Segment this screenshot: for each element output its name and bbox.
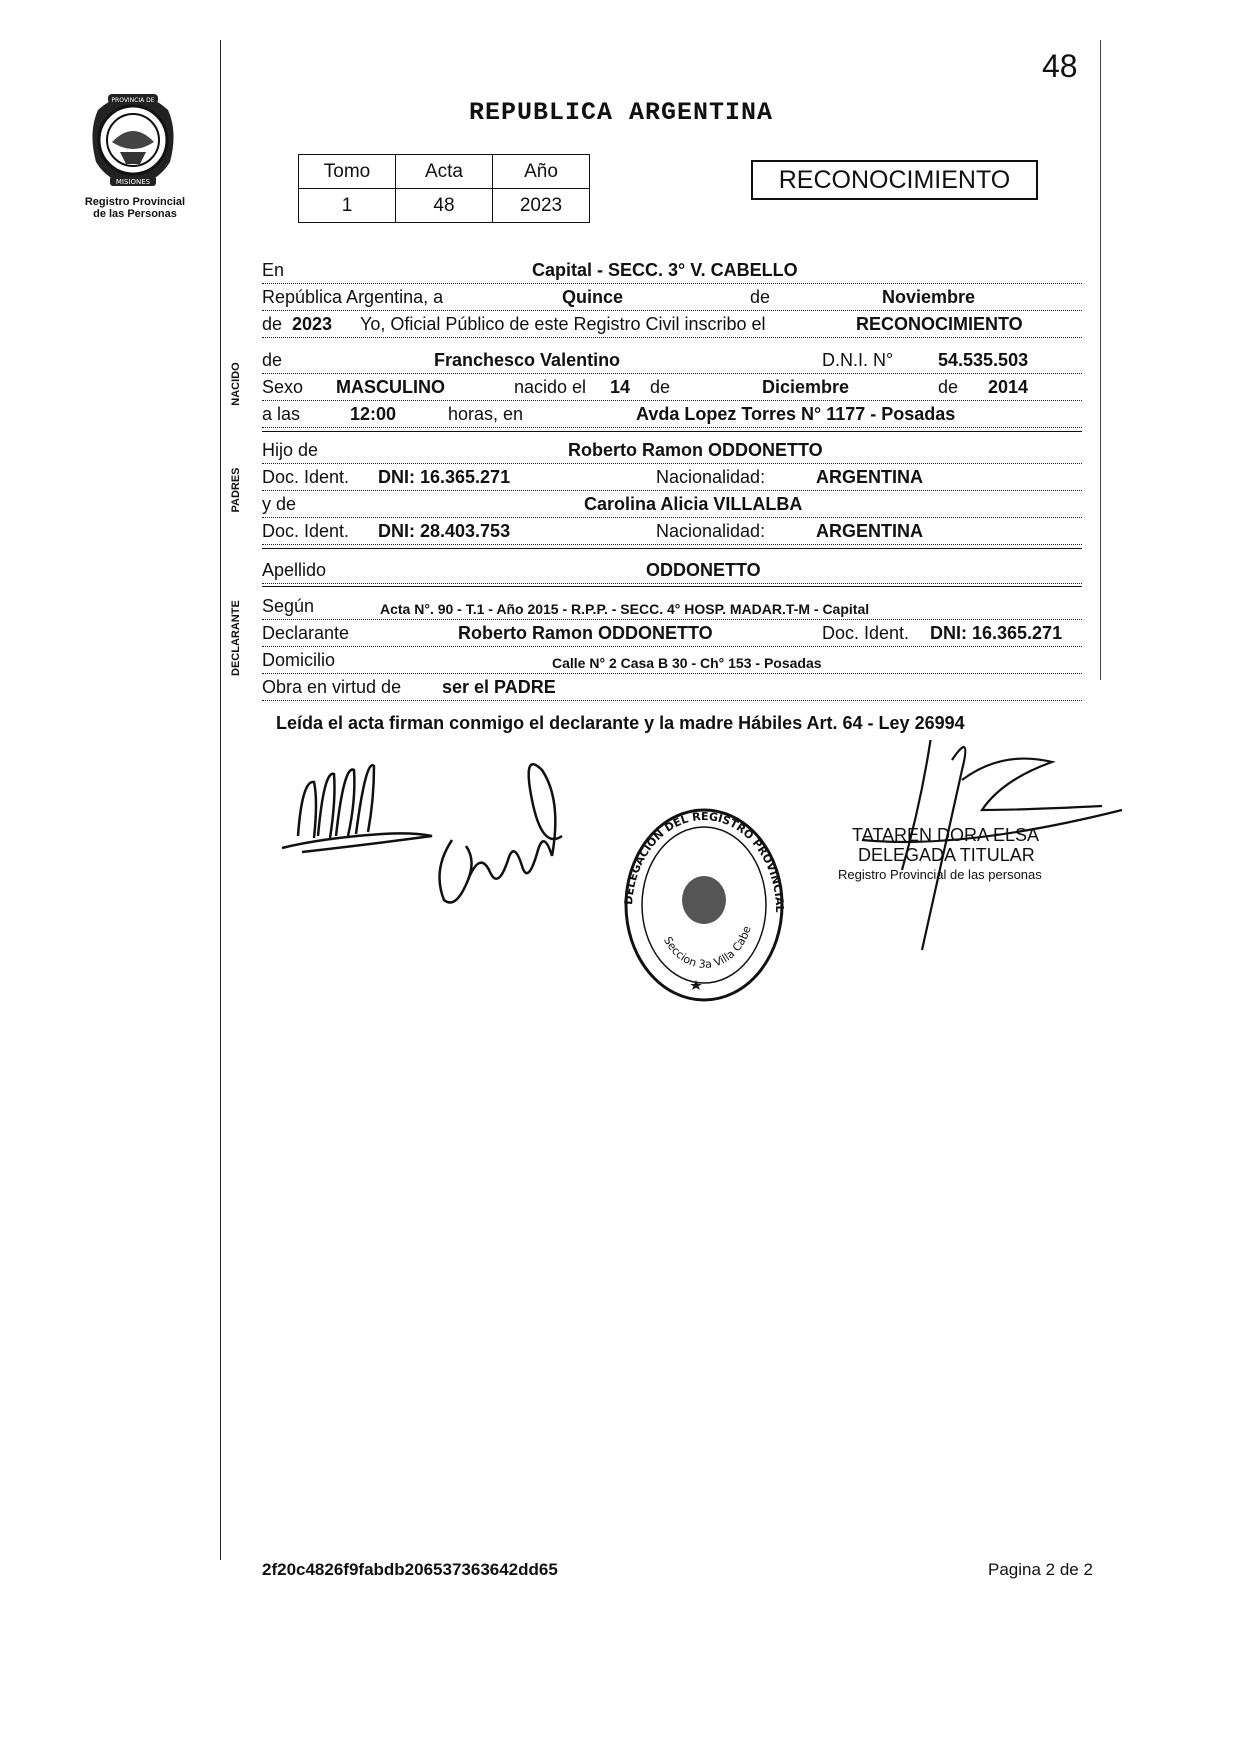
read-statement: Leída el acta firman conmigo el declarante y la madre Hábiles Art. 64 - Ley 26994 <box>276 713 965 733</box>
value-nombre: Franchesco Valentino <box>434 350 621 370</box>
section-declarante: DECLARANTE <box>230 600 242 676</box>
declarant-signature <box>282 765 432 852</box>
row-en <box>262 256 1082 284</box>
section-nacido: NACIDO <box>230 362 242 406</box>
page-number: 48 <box>1042 48 1078 84</box>
row-sexo <box>262 373 1082 401</box>
act-type-box: RECONOCIMIENTO <box>751 160 1038 200</box>
record-value-acta: 48 <box>396 189 493 223</box>
label-domicilio: Domicilio <box>262 650 336 670</box>
right-margin-rule <box>1100 40 1101 680</box>
logo-caption-line2: de las Personas <box>93 208 177 220</box>
section-padres: PADRES <box>230 467 242 513</box>
label-padre-doc: Doc. Ident. <box>262 467 350 487</box>
label-republica: República Argentina, a <box>262 287 444 307</box>
value-madre-nac: ARGENTINA <box>816 521 923 541</box>
officer-office: Registro Provincial de las personas <box>838 867 1042 882</box>
left-margin-rule <box>220 40 221 1560</box>
officer-name: TATAREN DORA ELSA <box>852 825 1040 845</box>
value-en: Capital - SECC. 3° V. CABELLO <box>532 260 798 280</box>
label-de-year: de <box>262 314 283 334</box>
label-sexo: Sexo <box>262 377 304 397</box>
value-month: Noviembre <box>882 287 976 307</box>
label-padre-nac: Nacionalidad: <box>656 467 766 487</box>
row-apellido <box>262 556 1082 584</box>
value-dni: 54.535.503 <box>938 350 1029 370</box>
section-divider <box>262 548 1082 549</box>
value-segun: Acta N°. 90 - T.1 - Año 2015 - R.P.P. - SECC. 4° HOSP. MADAR.T-M - Capital <box>380 601 870 617</box>
row-hijo-de <box>262 436 1082 464</box>
value-madre-doc: DNI: 28.403.753 <box>378 521 511 541</box>
label-en: En <box>262 260 285 280</box>
row-nombre <box>262 346 1082 374</box>
label-segun: Según <box>262 596 315 616</box>
oficial-text: Yo, Oficial Público de este Registro Civil inscribo el <box>360 314 766 334</box>
row-inscribe <box>262 310 1082 338</box>
page-indicator: Pagina 2 de 2 <box>988 1560 1093 1579</box>
value-birth-day: 14 <box>610 377 631 397</box>
record-header-acta: Acta <box>396 155 493 189</box>
label-nacido-el: nacido el <box>514 377 587 397</box>
value-sexo: MASCULINO <box>336 377 445 397</box>
row-hora <box>262 400 1082 428</box>
value-madre: Carolina Alicia VILLALBA <box>584 494 803 514</box>
record-header-tomo: Tomo <box>299 155 396 189</box>
row-obra <box>262 673 1082 701</box>
row-padre-doc <box>262 463 1082 491</box>
value-declarante: Roberto Ramon ODDONETTO <box>458 623 713 643</box>
stamp-outer-text: DELEGACION DEL REGISTRO PROVINCIAL <box>622 809 787 913</box>
value-obra: ser el PADRE <box>442 677 556 697</box>
officer-block <box>838 825 1042 885</box>
row-fecha <box>262 283 1082 311</box>
value-domicilio: Calle N° 2 Casa B 30 - Ch° 153 - Posadas <box>552 655 822 671</box>
row-y-de <box>262 490 1082 518</box>
logo-caption <box>55 196 215 220</box>
stamp-inner-text: Seccion 3a Villa Cabe <box>660 924 754 971</box>
value-birth-month: Diciembre <box>762 377 850 397</box>
seal-top-text: PROVINCIA DE <box>111 97 155 104</box>
label-de-birth: de <box>650 377 671 397</box>
value-day: Quince <box>562 287 624 307</box>
value-padre-doc: DNI: 16.365.271 <box>378 467 511 487</box>
label-de-birth-year: de <box>938 377 959 397</box>
seal-bottom-text: MISIONES <box>115 178 151 186</box>
label-declarante-doc: Doc. Ident. <box>822 623 910 643</box>
value-declarante-doc: DNI: 16.365.271 <box>930 623 1063 643</box>
section-divider <box>262 431 1082 432</box>
section-divider <box>262 586 1082 587</box>
row-segun <box>262 592 1082 620</box>
mother-signature <box>440 764 563 902</box>
provincial-seal-icon <box>78 82 188 194</box>
label-hijo-de: Hijo de <box>262 440 319 460</box>
value-lugar: Avda Lopez Torres N° 1177 - Posadas <box>636 404 956 424</box>
value-apellido: ODDONETTO <box>646 560 761 580</box>
label-y-de: y de <box>262 494 297 514</box>
signature-area <box>262 740 1142 1040</box>
value-padre: Roberto Ramon ODDONETTO <box>568 440 823 460</box>
document-hash: 2f20c4826f9fabdb206537363642dd65 <box>262 1560 558 1579</box>
value-inscribe: RECONOCIMIENTO <box>856 314 1023 334</box>
label-madre-doc: Doc. Ident. <box>262 521 350 541</box>
value-birth-year: 2014 <box>988 377 1029 397</box>
document-title: REPUBLICA ARGENTINA <box>468 98 774 127</box>
record-header-ano: Año <box>493 155 590 189</box>
label-de-nombre: de <box>262 350 283 370</box>
value-hora: 12:00 <box>350 404 397 424</box>
label-apellido: Apellido <box>262 560 327 580</box>
value-year: 2023 <box>292 314 333 334</box>
row-declarante <box>262 619 1082 647</box>
svg-text:Seccion 3a Villa Cabello <box>262 740 754 971</box>
logo-caption-line1: Registro Provincial <box>84 196 186 208</box>
row-madre-doc <box>262 517 1082 545</box>
officer-title: DELEGADA TITULAR <box>858 845 1035 865</box>
label-dni: D.N.I. N° <box>822 350 894 370</box>
record-table <box>298 154 590 223</box>
record-value-tomo: 1 <box>299 189 396 223</box>
row-domicilio <box>262 646 1082 674</box>
label-de: de <box>750 287 771 307</box>
label-horas-en: horas, en <box>448 404 524 424</box>
label-obra: Obra en virtud de <box>262 677 402 697</box>
record-value-ano: 2023 <box>493 189 590 223</box>
label-declarante: Declarante <box>262 623 350 643</box>
value-padre-nac: ARGENTINA <box>816 467 923 487</box>
label-madre-nac: Nacionalidad: <box>656 521 766 541</box>
label-a-las: a las <box>262 404 301 424</box>
